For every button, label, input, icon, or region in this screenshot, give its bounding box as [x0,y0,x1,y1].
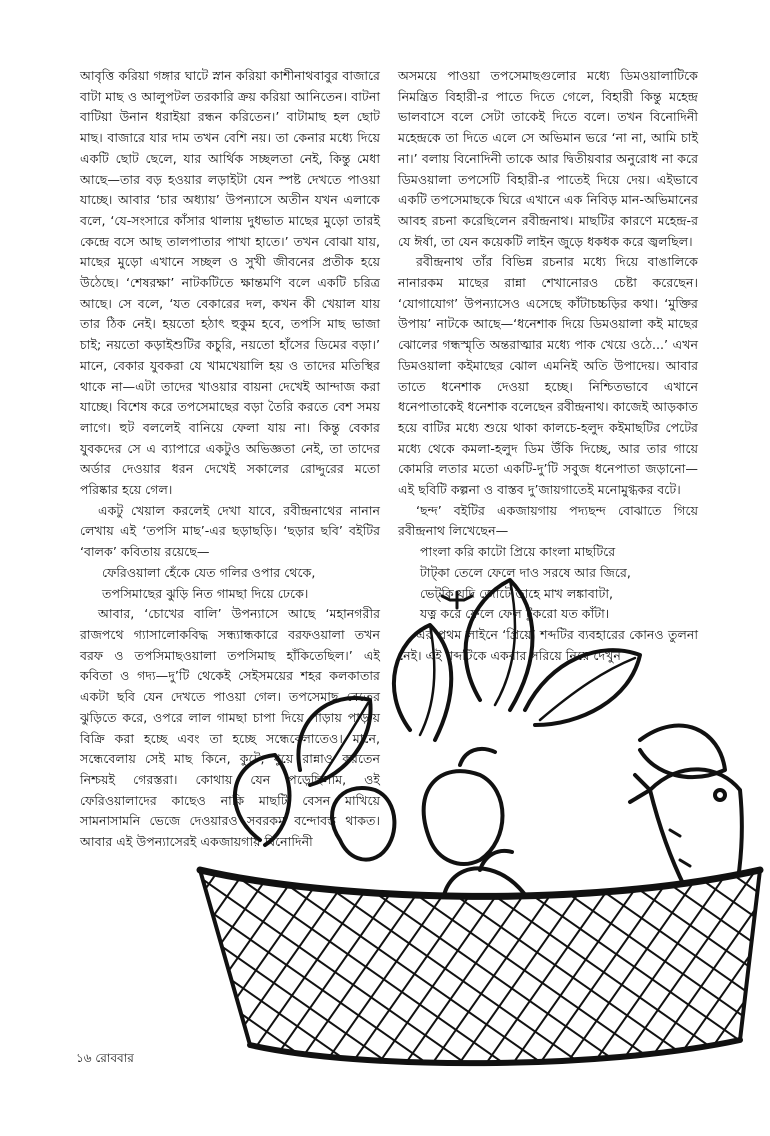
paragraph: এর প্রথম লাইনে ‘প্রিয়ে’ শব্দটির ব্যবহারের কোনও তুলনা নেই। এই শব্দটিকে একবার সরিয়ে নিয়ে দেখুন [398,626,698,663]
page-number: ১৬ [76,1051,92,1065]
paragraph: রবীন্দ্রনাথ তাঁর বিভিন্ন রচনার মধ্যে দিয়ে বাঙালিকে নানারকম মাছের রান্না শেখানোরও চেষ্টা করেছেন। ‘যোগাযোগ’ উপন্যাসেও এসেছে কাঁটাচচ্চড়ির কথা। ‘মুক্তির উপায়’ নাটকে আছে—‘ধনেশাক দিয়ে ডিমওয়ালা কই মাছের ঝোলের গন্ধস্মৃতি অন্তরাত্মার মধ্যে পাক খেয়ে ওঠে...’ এখন ডিমওয়ালা কইমাছের ঝোল এমনিই অতি উপাদেয়। আবার তাতে ধনেশাক দেওয়া হচ্ছে। নিশ্চিতভাবে এখানে ধনেপাতাকেই ধনেশাক বলেছেন রবীন্দ্রনাথ। কাজেই আড়কাত হয়ে বাটির মধ্যে শুয়ে থাকা কালচে-হলুদ কইমাছটির পেটের মধ্যে থেকে কমলা-হলুদ ডিম উঁকি দিচ্ছে, আর তার গায়ে কোমরি লতার মতো একটি-দু’টি সবুজ ধনেপাতা জড়ানো—এই ছবিটি কল্পনা ও বাস্তব দু’জায়গাতেই মনোমুগ্ধকর বটে। [398,254,698,498]
verse-line: যত্ন করে ফেলে ফেল টুকরো যত কাঁটা। [420,606,610,622]
paragraph: ‘ছন্দ’ বইটির একজায়গায় পদ্যছন্দ বোঝাতে গিয়ে রবীন্দ্রনাথ লিখেছেন— [398,502,698,539]
verse-line: ফেরিওয়ালা হেঁকে যেত গলির ওপার থেকে, [102,564,316,580]
fish-and-vegetable-basket-icon [180,540,770,1085]
verse-line: পাংলা করি কাটো প্রিয়ে কাংলা মাছটিরে [420,544,616,560]
paragraph: আবৃত্তি করিয়া গঙ্গার ঘাটে স্নান করিয়া কাশীনাথবাবুর বাজারে বাটা মাছ ও আলুপটল তরকারি ক্রয় করিয়া আনিতেন। বাটনা বাটিয়া উনান ধরাইয়া রন্ধন করিতেন।’ বাটামাছ হল ছোট মাছ। বাজারে যার দাম তখন বেশি নয়। তা কেনার মধ্যে দিয়ে একটি ছোট ছেলে, যার আর্থিক সচ্ছলতা নেই, কিন্তু মেধা আছে—তার বড় হওয়ার লড়াইটা যেন স্পষ্ট দেখতে পাওয়া যাচ্ছে। আবার ‘চার অধ্যায়’ উপন্যাসে অতীন যখন এলাকে বলে, ‘যে-সংসারে কাঁসার থালায় দুধভাত মাছের মুড়ো তারই কেন্দ্রে বসে আছ তালপাতার পাখা হাতে।’ তখন বোঝা যায়, মাছের মুড়ো এখানে সচ্ছল ও সুখী জীবনের প্রতীক হয়ে উঠেছে। ‘শেষরক্ষা’ নাটকটিতে ক্ষান্তমণি বলে একটি চরিত্র আছে। সে বলে, ‘যত বেকারের দল, কখন কী খেয়াল যায় তার ঠিক নেই। হয়তো হঠাৎ হুকুম হবে, তপসি মাছ ভাজা চাই; নয়তো কড়াইশুটির কচুরি, নয়তো হাঁসের ডিমের বড়া।’ মানে, বেকার যুবকরা যে খামখেয়ালি হয় ও তাদের মতিস্থির থাকে না—এটা তাদের খাওয়ার বায়না দেখেই আন্দাজ করা যাচ্ছে। বিশেষ করে তপসেমাছের বড়া তৈরি করতে বেশ সময় লাগে। হুট বললেই বানিয়ে ফেলা যায় না। কিন্তু বেকার যুবকদের সে এ ব্যাপারে একটুও অভিজ্ঞতা নেই, তা তাদের অর্ডার দেওয়ার ধরন দেখেই সকালের রোদ্দুরের মতো পরিষ্কার হয়ে গেল। [80,68,380,498]
verse-line: তপসিমাছের ঝুড়ি নিত গামছা দিয়ে ঢেকে। [102,585,309,601]
verse-line: ভেট্‌কি যদি জোটে তাহে মাখ লঙ্কাবাটা, [420,585,613,601]
page-footer [76,1050,134,1070]
magazine-name: রোববার [95,1051,134,1065]
verse-line: টাট্‌কা তেলে ফেলে দাও সরষে আর জিরে, [420,564,631,580]
paragraph: আবার, ‘চোখের বালি’ উপন্যাসে আছে ‘মহানগরীর রাজপথে গ্যাসালোকবিদ্ধ সন্ধ্যান্ধকারে বরফওয়ালা তখন বরফ ও তপসিমাছওয়ালা তপসিমাছ হাঁকিতেছিল।’ এই কবিতা ও গদ্য—দু’টি থেকেই সেইসময়ের শহর কলকাতার একটা ছবি যেন দেখতে পাওয়া গেল। তপসেমাছ বেতের ঝুড়িতে করে, ওপরে লাল গামছা চাপা দিয়ে পাড়ায় পাড়ায় বিক্রি করা হচ্ছে এবং তা হচ্ছে সন্ধেবেলাতেও। মানে, সন্ধেবেলায় সেই মাছ কিনে, কুটে, ধুয়ে রান্নাও করতেন নিশ্চয়ই গেরস্তরা। কোথায় যেন পড়েছিলাম, ওই ফেরিওয়ালাদের কাছেও নাকি মাছটি বেসন মাখিয়ে সামনাসামনি ভেজে দেওয়ারও সবরকম বন্দোবস্ত থাকত। আবার এই উপন্যাসেরই একজায়গায় বিনোদিনী [80,606,380,850]
paragraph: অসময়ে পাওয়া তপসেমাছগুলোর মধ্যে ডিমওয়ালাটিকে নিমন্ত্রিত বিহারী-র পাতে দিতে গেলে, বিহারী কিন্তু মহেন্দ্র ভালবাসে বলে সেটা তাকেই দিতে বলে। তখন বিনোদিনী মহেন্দ্রকে তা দিতে এলে সে অভিমান ভরে ‘না না, আমি চাই না।’ বলায় বিনোদিনী তাকে আর দ্বিতীয়বার অনুরোধ না করে ডিমওয়ালা তপসেটি বিহারী-র পাতেই দিয়ে দেয়। এইভাবে একটি তপসেমাছকে ঘিরে এখানে এক নিবিড় মান-অভিমানের আবহ রচনা করেছিলেন রবীন্দ্রনাথ। মাছটির কারণে মহেন্দ্র-র যে ঈর্ষা, তা যেন কয়েকটি লাইন জুড়ে ধকধক করে জ্বলছিল। [398,68,698,249]
paragraph: একটু খেয়াল করলেই দেখা যাবে, রবীন্দ্রনাথের নানান লেখায় এই ‘তপসি মাছ’-এর ছড়াছড়ি। ‘ছড়ার ছবি’ বইটির ‘বালক’ কবিতায় রয়েছে— [80,502,380,560]
